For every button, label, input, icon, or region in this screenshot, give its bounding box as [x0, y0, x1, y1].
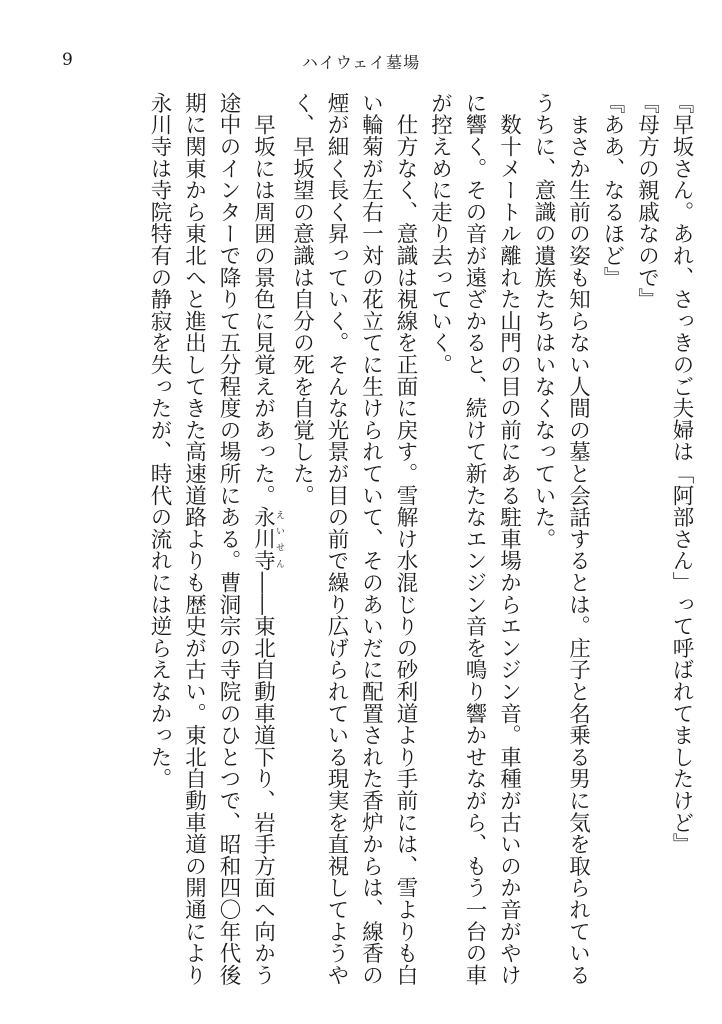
- paragraph-1: 『早坂さん。あれ、さっきのご夫婦は「阿部さん」って呼ばれてましたけど』: [669, 92, 694, 855]
- ruby-reading: えいせん: [274, 506, 284, 572]
- page-number: 9: [62, 50, 73, 70]
- ruby-temple-name: [250, 506, 284, 572]
- paragraph-5: 数十メートル離れた山門の目の前にある駐車場からエンジン音。車種が古いのか音がやけに響く。その音が遠ざかると、続けて新たなエンジン音を鳴り響かせながら、もう一台の車が控えめに走り去っていく。: [427, 92, 522, 986]
- paragraph-6: 仕方なく、意識は視線を正面に戻す。雪解け水混じりの砂利道より手前には、雪よりも白い輪菊が左右一対の花立てに生けられていて、そのあいだに配置された香炉からは、線香の煙が細く長く昇っていく。そんな光景が目の前で繰り広げられている現実を直視してようやく、早坂望の意識は自分の死を自覚した。: [289, 92, 418, 986]
- paragraph-7-part-b: ――東北自動車道下り、岩手方面へ向かう途中のインターで降りて五分程度の場所にある。曹洞宗の寺院のひとつで、昭和四〇年代後期に関東から東北へと進出してきた高速道路よりも歴史が古い。東北自動車道の開通により永川寺は寺院特有の静寂を失ったが、時代の流れには逆らえなかった。: [147, 92, 276, 986]
- paragraph-4: まさか生前の姿も知らない人間の墓と会話するとは。庄子と名乗る男に気を取られているうちに、意識の遺族たちはいなくなっていた。: [531, 92, 591, 986]
- vertical-body-text: [38, 92, 698, 992]
- paragraph-2: 『母方の親戚なので』: [634, 92, 660, 310]
- paragraph-3: 『ああ、なるほど』: [600, 92, 625, 289]
- paragraph-7-part-a: 早坂には周囲の景色に見覚えがあった。: [250, 92, 276, 507]
- ruby-base: 永川寺: [250, 506, 276, 572]
- running-title: ハイウェイ墓場: [301, 53, 421, 72]
- paragraph-7: [142, 92, 285, 992]
